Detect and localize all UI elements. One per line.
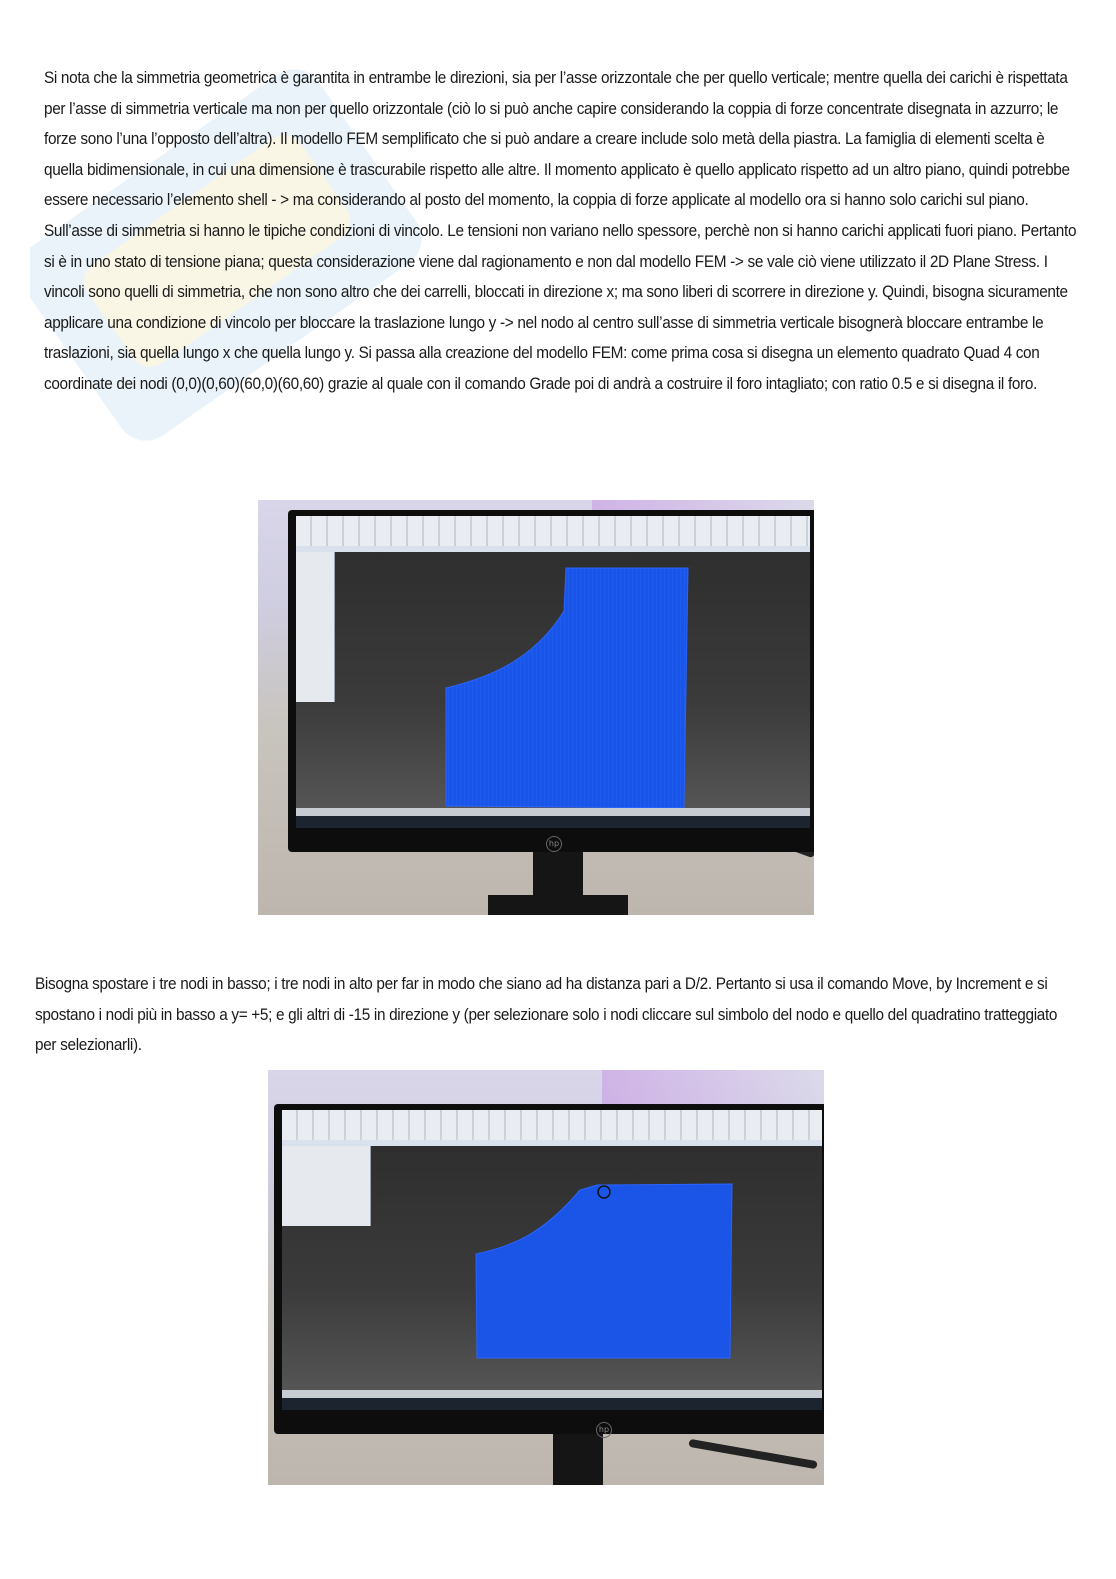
fem-screenshot-photo-2 [268,1070,824,1485]
hp-logo-icon: hp [546,836,562,852]
fem-screenshot-photo-1 [258,500,814,915]
body-paragraph-2: Bisogna spostare i tre nodi in basso; i tre nodi in alto per far in modo che siano ad ha distanza pari a D/2. Pertanto si usa il comando Move, by Increment e si spostano i nodi più in basso a y= +5; e gli altri di -15 in direzione y (per selezionare solo i nodi cliccare sul simbolo del nodo e quello del quadratino tratteggiato per selezionarli). [35,975,1058,1055]
fem-mesh-shape [296,516,810,828]
hp-logo-icon: hp [596,1422,612,1438]
fem-mesh-shape-moved [282,1110,822,1410]
body-paragraph-1: Si nota che la simmetria geometrica è garantita in entrambe le direzioni, sia per l’asse orizzontale che per quello verticale; mentre quella dei carichi è rispettata per l’asse di simmetria verticale ma non per quello orizzontale (ciò lo si può anche capire considerando la coppia di forze concentrate disegnata in azzurro; le forze sono l’una l’opposto dell’altra). Il modello FEM semplificato che si può andare a creare include solo metà della piastra. La famiglia di elementi scelta è quella bidimensionale, in cui una dimensione è trascurabile rispetto alle altre. Il momento applicato è quello applicato rispetto ad un altro piano, quindi potrebbe essere necessario l’elemento shell - > ma considerando al posto del momento, la coppia di forze applicate al modello ora si hanno solo carichi sul piano. Sull’asse di simmetria si hanno le tipiche condizioni di vincolo. Le tensioni non variano nello spessore, perchè non si hanno carichi applicati fuori piano. Pertanto si è in uno stato di tensione piana; questa considerazione viene dal ragionamento e non dal modello FEM -> se vale ciò viene utilizzato il 2D Plane Stress. I vincoli sono quelli di simmetria, che non sono altro che dei carrelli, bloccati in direzione x; ma sono liberi di scorrere in direzione y. Quindi, bisogna sicuramente applicare una condizione di vincolo per bloccare la traslazione lungo y -> nel nodo al centro sull’asse di simmetria verticale bisognerà bloccare entrambe le traslazioni, sia quella lungo x che quella lungo y. Si passa alla creazione del modello FEM: come prima cosa si disegna un elemento quadrato Quad 4 con coordinate dei nodi (0,0)(0,60)(60,0)(60,60) grazie al quale con il comando Grade poi di andrà a costruire il foro intagliato; con ratio 0.5 e si disegna il foro. [44,69,1077,393]
